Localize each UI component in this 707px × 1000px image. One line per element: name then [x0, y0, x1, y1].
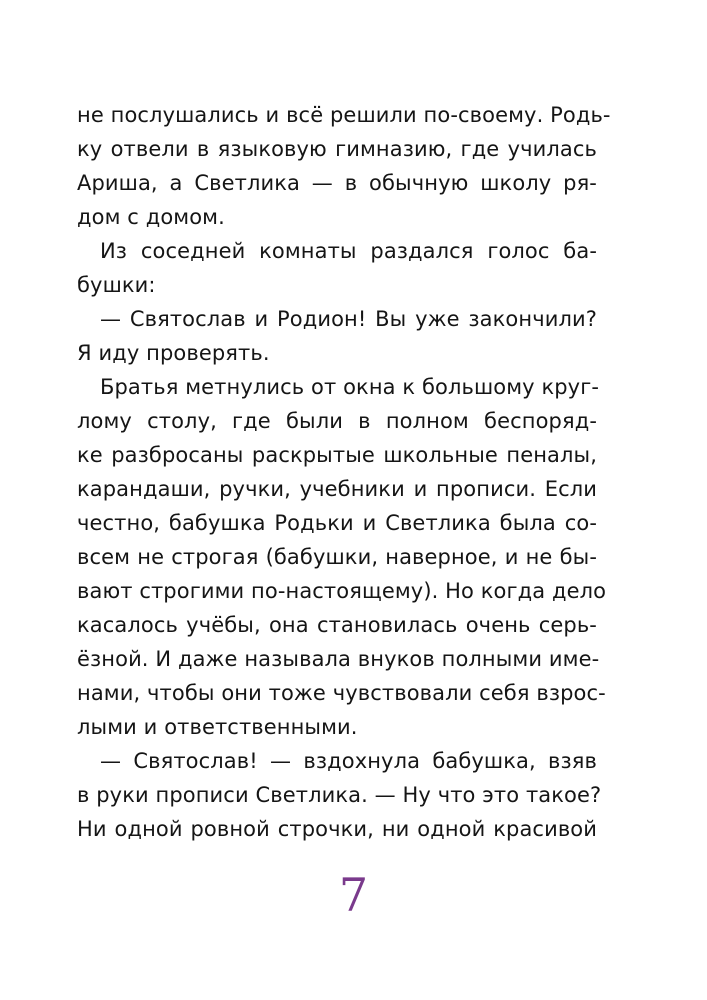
text-line: ке разбросаны раскрытые школьные пеналы, [77, 443, 597, 467]
text-line: не послушались и всё решили по-своему. Родь- [77, 103, 611, 127]
text-line: — Святослав и Родион! Вы уже закончили? [100, 307, 597, 331]
text-line: Я иду проверять. [77, 341, 270, 365]
text-line: вают строгими по-настоящему). Но когда дело [77, 579, 607, 603]
text-line: нами, чтобы они тоже чувствовали себя взрос- [77, 681, 606, 705]
text-line: Ариша, а Светлика — в обычную школу ря- [77, 171, 597, 195]
text-line: лыми и ответственными. [77, 715, 358, 739]
text-line: честно, бабушка Родьки и Светлика была со- [77, 511, 597, 535]
text-line: бушки: [77, 273, 156, 297]
text-line: карандаши, ручки, учебники и прописи. Если [77, 477, 597, 501]
text-line: ку отвели в языковую гимназию, где училась [77, 137, 597, 161]
text-line: Из соседней комнаты раздался голос ба- [100, 239, 597, 263]
page-number: 7 [338, 868, 369, 922]
text-line: — Святослав! — вздохнула бабушка, взяв [100, 749, 597, 773]
text-line: ёзной. И даже называла внуков полными име- [77, 647, 600, 671]
text-line: дом с домом. [77, 205, 225, 229]
text-line: касалось учёбы, она становилась очень серь- [77, 613, 597, 637]
text-line: Братья метнулись от окна к большому круг- [100, 375, 600, 399]
text-line: лому столу, где были в полном беспоряд- [77, 409, 597, 433]
text-line: всем не строгая (бабушки, наверное, и не бы- [77, 545, 597, 569]
text-line: Ни одной ровной строчки, ни одной красивой [77, 817, 597, 841]
text-line: в руки прописи Светлика. — Ну что это такое? [77, 783, 602, 807]
